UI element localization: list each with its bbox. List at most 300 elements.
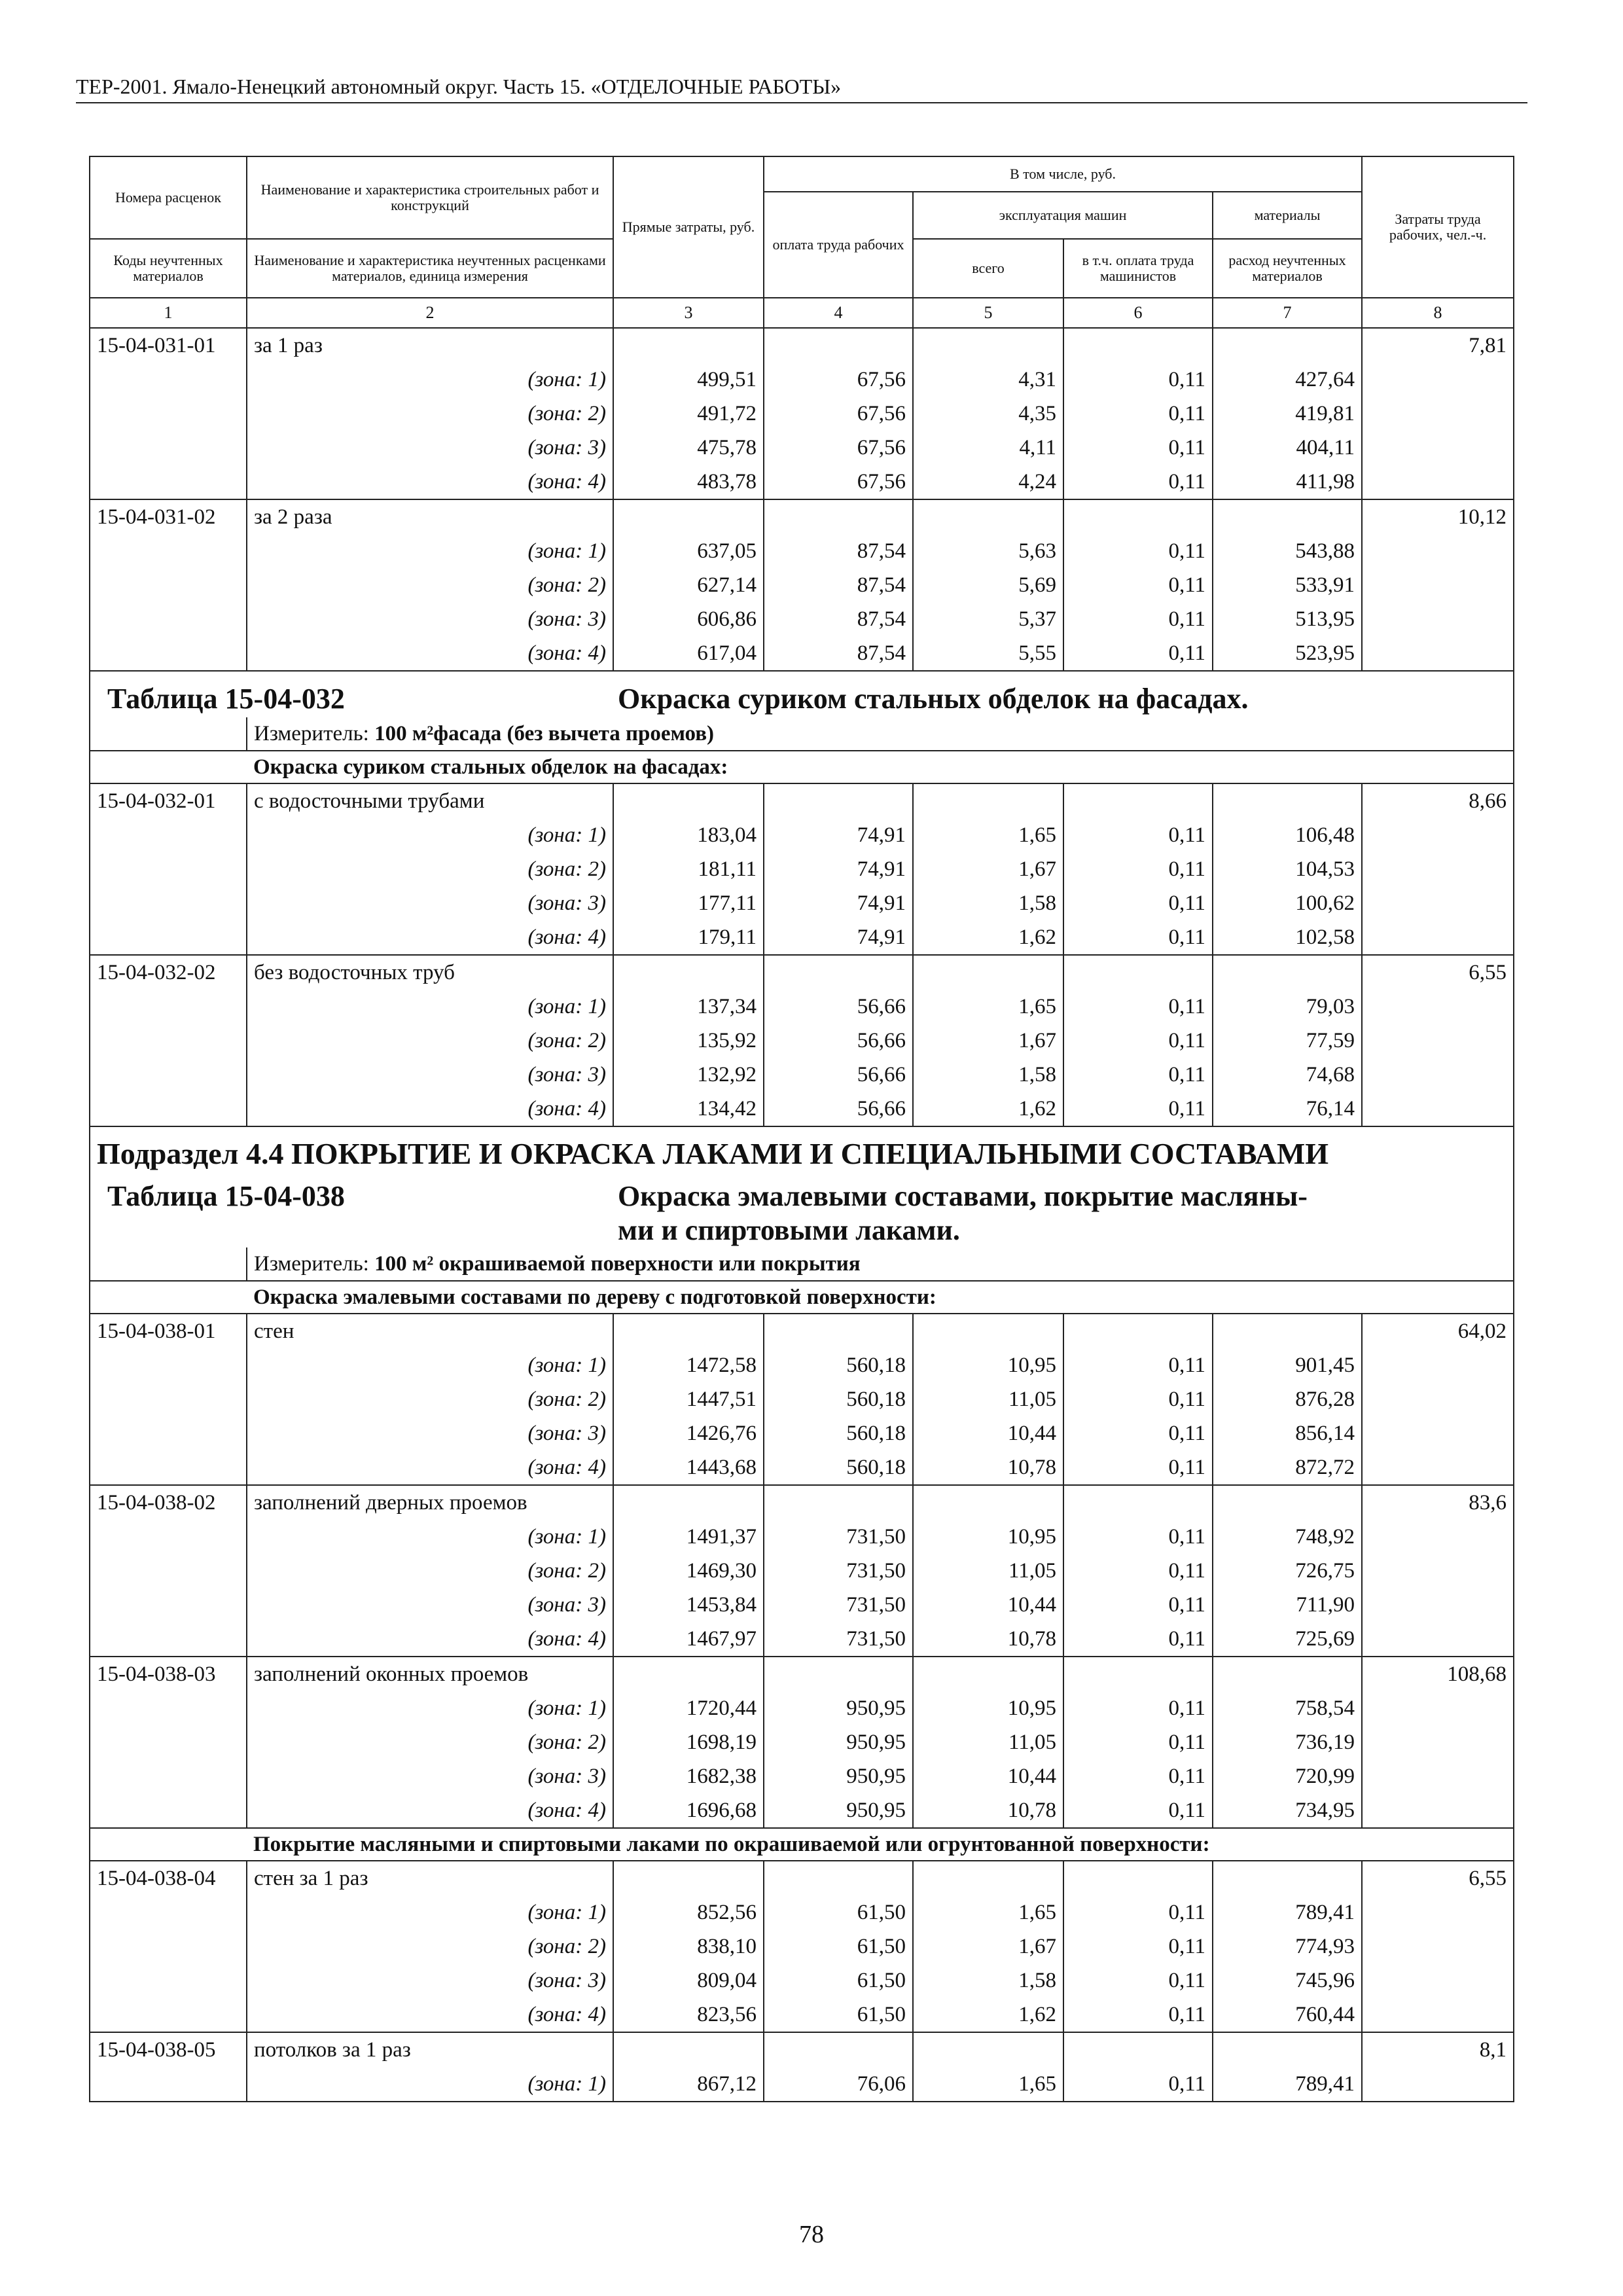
empty-cell [90,568,247,602]
materials-cost: 748,92 [1213,1520,1362,1554]
rates-group-038-lacquer [90,1861,1514,2102]
section-title: Подраздел 4.4 ПОКРЫТИЕ И ОКРАСКА ЛАКАМИ И СПЕЦИАЛЬНЫМИ СОСТАВАМИ [90,1126,1514,1179]
operator-wages: 0,11 [1063,1793,1213,1828]
zone-label: (зона: 4) [247,1998,613,2032]
materials-cost: 726,75 [1213,1554,1362,1588]
col-header-codes: Номера расценок [90,156,247,239]
machines-total: 5,63 [913,534,1063,568]
zone-label: (зона: 4) [247,1622,613,1657]
table-head [90,156,1514,328]
rate-code: 15-04-031-01 [90,328,247,363]
operator-wages: 0,11 [1063,363,1213,397]
machines-total: 10,78 [913,1622,1063,1657]
direct-costs: 1447,51 [613,1382,764,1416]
empty-cell [764,783,913,818]
zone-label: (зона: 2) [247,1024,613,1058]
col-number: 6 [1063,298,1213,328]
materials-cost: 901,45 [1213,1348,1362,1382]
col-header-operator-wages: в т.ч. оплата труда машинистов [1063,239,1213,298]
rate-name: потолков за 1 раз [247,2032,613,2067]
empty-cell [913,1861,1063,1895]
empty-cell [1362,1759,1514,1793]
worker-wages: 76,06 [764,2067,913,2102]
empty-cell [90,1092,247,1126]
operator-wages: 0,11 [1063,886,1213,920]
zone-label: (зона: 3) [247,1759,613,1793]
materials-cost: 725,69 [1213,1622,1362,1657]
empty-cell [1362,568,1514,602]
rate-code: 15-04-032-02 [90,955,247,990]
zone-label: (зона: 2) [247,568,613,602]
worker-wages: 74,91 [764,886,913,920]
operator-wages: 0,11 [1063,1092,1213,1126]
direct-costs: 179,11 [613,920,764,955]
materials-cost: 745,96 [1213,1964,1362,1998]
col-number: 4 [764,298,913,328]
zone-label: (зона: 2) [247,1929,613,1964]
empty-cell [1362,1691,1514,1725]
direct-costs: 483,78 [613,465,764,499]
materials-cost: 77,59 [1213,1024,1362,1058]
empty-cell [1362,1520,1514,1554]
machines-total: 10,78 [913,1793,1063,1828]
meter-value: 100 м²фасада (без вычета проемов) [374,721,715,745]
worker-wages: 56,66 [764,1092,913,1126]
worker-wages: 731,50 [764,1554,913,1588]
operator-wages: 0,11 [1063,1416,1213,1450]
direct-costs: 606,86 [613,602,764,636]
direct-costs: 137,34 [613,990,764,1024]
group-heading: Окраска эмалевыми составами по дереву с подготовкой поверхности: [247,1281,1514,1314]
zone-row [90,1588,1514,1622]
empty-cell [1362,465,1514,499]
table-title: Окраска суриком стальных обделок на фасадах. [618,683,1249,715]
operator-wages: 0,11 [1063,1759,1213,1793]
zone-label: (зона: 3) [247,1416,613,1450]
empty-cell [1362,852,1514,886]
empty-cell [90,1416,247,1450]
direct-costs: 1472,58 [613,1348,764,1382]
empty-cell [1362,1382,1514,1416]
col-number: 5 [913,298,1063,328]
zone-row [90,431,1514,465]
worker-wages: 731,50 [764,1622,913,1657]
empty-cell [1362,2067,1514,2102]
machines-total: 1,67 [913,852,1063,886]
group-heading: Окраска суриком стальных обделок на фасадах: [247,751,1514,783]
empty-cell [913,783,1063,818]
labor-cost: 6,55 [1362,955,1514,990]
materials-cost: 758,54 [1213,1691,1362,1725]
col-header-direct-costs: Прямые затраты, руб. [613,156,764,298]
materials-cost: 76,14 [1213,1092,1362,1126]
rates-group-038-enamel [90,1314,1514,1828]
zone-row [90,1520,1514,1554]
col-header-labor: Затраты труда рабочих, чел.-ч. [1362,156,1514,298]
empty-cell [1063,955,1213,990]
zone-label: (зона: 2) [247,1382,613,1416]
rate-row [90,955,1514,990]
zone-label: (зона: 3) [247,1588,613,1622]
rate-row [90,499,1514,534]
zone-label: (зона: 1) [247,1691,613,1725]
operator-wages: 0,11 [1063,1588,1213,1622]
table-title-line2: ми и спиртовыми лаками. [618,1214,960,1246]
empty-cell [913,955,1063,990]
empty-cell [1213,1861,1362,1895]
machines-total: 11,05 [913,1382,1063,1416]
worker-wages: 61,50 [764,1895,913,1929]
direct-costs: 1698,19 [613,1725,764,1759]
zone-row [90,397,1514,431]
empty-cell [764,1485,913,1520]
table-number: Таблица 15-04-032 [107,683,345,715]
materials-cost: 711,90 [1213,1588,1362,1622]
zone-label: (зона: 4) [247,465,613,499]
materials-cost: 100,62 [1213,886,1362,920]
zone-label: (зона: 1) [247,1520,613,1554]
empty-cell [1063,1657,1213,1691]
empty-cell [613,783,764,818]
rate-row [90,1861,1514,1895]
zone-label: (зона: 1) [247,363,613,397]
worker-wages: 87,54 [764,568,913,602]
empty-cell [90,1348,247,1382]
empty-cell [913,499,1063,534]
direct-costs: 1682,38 [613,1759,764,1793]
direct-costs: 1467,97 [613,1622,764,1657]
empty-cell [1362,636,1514,671]
group-heading: Покрытие масляными и спиртовыми лаками по окрашиваемой или огрунтованной поверхности: [247,1828,1514,1861]
col-header-material-codes: Коды неучтенных материалов [90,239,247,298]
rate-row [90,1657,1514,1691]
materials-cost: 789,41 [1213,1895,1362,1929]
rate-name: за 1 раз [247,328,613,363]
direct-costs: 132,92 [613,1058,764,1092]
worker-wages: 67,56 [764,431,913,465]
empty-cell [90,1964,247,1998]
materials-cost: 736,19 [1213,1725,1362,1759]
machines-total: 4,24 [913,465,1063,499]
direct-costs: 134,42 [613,1092,764,1126]
direct-costs: 867,12 [613,2067,764,2102]
direct-costs: 1469,30 [613,1554,764,1588]
worker-wages: 87,54 [764,636,913,671]
col-number: 7 [1213,298,1362,328]
table-032-title [90,671,1514,783]
empty-cell [90,1520,247,1554]
empty-cell [1213,783,1362,818]
worker-wages: 731,50 [764,1520,913,1554]
machines-total: 1,65 [913,990,1063,1024]
zone-label: (зона: 4) [247,1092,613,1126]
worker-wages: 950,95 [764,1759,913,1793]
operator-wages: 0,11 [1063,818,1213,852]
rates-group-032 [90,783,1514,1126]
machines-total: 1,65 [913,1895,1063,1929]
labor-cost: 8,66 [1362,783,1514,818]
col-header-materials: материалы [1213,192,1362,239]
empty-cell [90,852,247,886]
machines-total: 1,62 [913,1998,1063,2032]
direct-costs: 181,11 [613,852,764,886]
worker-wages: 74,91 [764,920,913,955]
empty-cell [90,1622,247,1657]
empty-cell [90,886,247,920]
empty-cell [90,1588,247,1622]
machines-total: 10,95 [913,1348,1063,1382]
direct-costs: 491,72 [613,397,764,431]
zone-label: (зона: 2) [247,852,613,886]
empty-cell [90,1929,247,1964]
zone-row [90,602,1514,636]
operator-wages: 0,11 [1063,1554,1213,1588]
zone-row [90,1024,1514,1058]
worker-wages: 560,18 [764,1450,913,1485]
worker-wages: 56,66 [764,1024,913,1058]
operator-wages: 0,11 [1063,1964,1213,1998]
operator-wages: 0,11 [1063,1998,1213,2032]
zone-row [90,568,1514,602]
empty-cell [1362,1929,1514,1964]
empty-cell [90,1759,247,1793]
col-number: 2 [247,298,613,328]
empty-cell [1063,783,1213,818]
empty-cell [913,1657,1063,1691]
empty-cell [1362,1998,1514,2032]
empty-cell [764,1314,913,1348]
worker-wages: 61,50 [764,1964,913,1998]
empty-cell [613,328,764,363]
zone-row [90,818,1514,852]
empty-cell [1362,602,1514,636]
operator-wages: 0,11 [1063,1929,1213,1964]
empty-cell [1213,1314,1362,1348]
direct-costs: 1720,44 [613,1691,764,1725]
empty-cell [90,1382,247,1416]
empty-cell [90,363,247,397]
col-number: 3 [613,298,764,328]
zone-row [90,1622,1514,1657]
zone-row [90,1964,1514,1998]
empty-cell [1362,886,1514,920]
group-heading-lacquer [90,1828,1514,1861]
materials-cost: 74,68 [1213,1058,1362,1092]
operator-wages: 0,11 [1063,2067,1213,2102]
direct-costs: 499,51 [613,363,764,397]
zone-row [90,852,1514,886]
rate-row [90,1314,1514,1348]
worker-wages: 61,50 [764,1929,913,1964]
rate-name: с водосточными трубами [247,783,613,818]
rate-row [90,1485,1514,1520]
direct-costs: 1443,68 [613,1450,764,1485]
zone-label: (зона: 3) [247,1964,613,1998]
zone-row [90,363,1514,397]
zone-label: (зона: 2) [247,1725,613,1759]
zone-row [90,465,1514,499]
rate-name: заполнений дверных проемов [247,1485,613,1520]
rate-row [90,2032,1514,2067]
direct-costs: 135,92 [613,1024,764,1058]
direct-costs: 1453,84 [613,1588,764,1622]
operator-wages: 0,11 [1063,397,1213,431]
empty-cell [764,1657,913,1691]
machines-total: 1,58 [913,886,1063,920]
empty-cell [764,499,913,534]
empty-cell [613,955,764,990]
rate-name: стен за 1 раз [247,1861,613,1895]
page-number: 78 [799,2221,824,2248]
labor-cost: 83,6 [1362,1485,1514,1520]
col-header-machines-total: всего [913,239,1063,298]
empty-cell [1362,1058,1514,1092]
empty-cell [90,534,247,568]
direct-costs: 852,56 [613,1895,764,1929]
zone-row [90,1759,1514,1793]
empty-cell [90,1998,247,2032]
empty-cell [90,1691,247,1725]
materials-cost: 760,44 [1213,1998,1362,2032]
materials-cost: 523,95 [1213,636,1362,671]
direct-costs: 617,04 [613,636,764,671]
worker-wages: 950,95 [764,1793,913,1828]
empty-cell [1362,534,1514,568]
operator-wages: 0,11 [1063,534,1213,568]
zone-label: (зона: 1) [247,1348,613,1382]
zone-label: (зона: 3) [247,1058,613,1092]
worker-wages: 67,56 [764,465,913,499]
worker-wages: 74,91 [764,852,913,886]
zone-row [90,920,1514,955]
empty-cell [1063,1314,1213,1348]
machines-total: 1,62 [913,920,1063,955]
rate-code: 15-04-031-02 [90,499,247,534]
direct-costs: 177,11 [613,886,764,920]
machines-total: 11,05 [913,1554,1063,1588]
worker-wages: 67,56 [764,363,913,397]
materials-cost: 411,98 [1213,465,1362,499]
empty-cell [1063,499,1213,534]
labor-cost: 8,1 [1362,2032,1514,2067]
machines-total: 10,44 [913,1759,1063,1793]
direct-costs: 1491,37 [613,1520,764,1554]
machines-total: 1,58 [913,1964,1063,1998]
worker-wages: 950,95 [764,1725,913,1759]
direct-costs: 183,04 [613,818,764,852]
direct-costs: 809,04 [613,1964,764,1998]
rate-code: 15-04-038-01 [90,1314,247,1348]
zone-row [90,1793,1514,1828]
worker-wages: 87,54 [764,534,913,568]
empty-cell [90,1450,247,1485]
machines-total: 1,65 [913,818,1063,852]
zone-label: (зона: 3) [247,602,613,636]
meter-value: 100 м² окрашиваемой поверхности или покрытия [374,1251,861,1276]
zone-label: (зона: 4) [247,1450,613,1485]
zone-row [90,1382,1514,1416]
operator-wages: 0,11 [1063,920,1213,955]
operator-wages: 0,11 [1063,465,1213,499]
machines-total: 1,67 [913,1929,1063,1964]
zone-label: (зона: 1) [247,990,613,1024]
rate-name: стен [247,1314,613,1348]
labor-cost: 64,02 [1362,1314,1514,1348]
empty-cell [90,1024,247,1058]
materials-cost: 876,28 [1213,1382,1362,1416]
col-number: 1 [90,298,247,328]
page-header: ТЕР-2001. Ямало-Ненецкий автономный округ. Часть 15. «ОТДЕЛОЧНЫЕ РАБОТЫ» [76,73,1527,103]
materials-cost: 419,81 [1213,397,1362,431]
operator-wages: 0,11 [1063,1058,1213,1092]
empty-cell [1362,1092,1514,1126]
machines-total: 10,95 [913,1520,1063,1554]
direct-costs: 637,05 [613,534,764,568]
rate-row [90,328,1514,363]
worker-wages: 560,18 [764,1382,913,1416]
zone-label: (зона: 1) [247,534,613,568]
operator-wages: 0,11 [1063,1348,1213,1382]
operator-wages: 0,11 [1063,636,1213,671]
direct-costs: 1696,68 [613,1793,764,1828]
zone-label: (зона: 4) [247,920,613,955]
empty-cell [90,1793,247,1828]
empty-cell [1063,328,1213,363]
labor-cost: 6,55 [1362,1861,1514,1895]
worker-wages: 560,18 [764,1416,913,1450]
col-header-including: В том числе, руб. [764,156,1362,192]
machines-total: 10,95 [913,1691,1063,1725]
materials-cost: 543,88 [1213,534,1362,568]
machines-total: 4,35 [913,397,1063,431]
worker-wages: 56,66 [764,990,913,1024]
rate-name: за 2 раза [247,499,613,534]
machines-total: 1,62 [913,1092,1063,1126]
zone-row [90,1691,1514,1725]
empty-cell [1362,1895,1514,1929]
empty-cell [1362,1348,1514,1382]
empty-cell [1362,1024,1514,1058]
empty-cell [90,1554,247,1588]
direct-costs: 823,56 [613,1998,764,2032]
col-header-unaccounted-materials: расход неучтенных материалов [1213,239,1362,298]
empty-cell [764,328,913,363]
empty-cell [913,2032,1063,2067]
worker-wages: 560,18 [764,1348,913,1382]
rate-code: 15-04-038-05 [90,2032,247,2067]
zone-row [90,1092,1514,1126]
zone-row [90,1554,1514,1588]
empty-cell [913,1485,1063,1520]
table-title-line1: Окраска эмалевыми составами, покрытие масляны- [618,1180,1308,1212]
rate-name: заполнений оконных проемов [247,1657,613,1691]
zone-row [90,1998,1514,2032]
materials-cost: 427,64 [1213,363,1362,397]
col-header-machines: эксплуатация машин [913,192,1213,239]
worker-wages: 731,50 [764,1588,913,1622]
zone-row [90,1725,1514,1759]
machines-total: 4,31 [913,363,1063,397]
machines-total: 5,37 [913,602,1063,636]
worker-wages: 67,56 [764,397,913,431]
machines-total: 1,58 [913,1058,1063,1092]
machines-total: 11,05 [913,1725,1063,1759]
rate-code: 15-04-038-02 [90,1485,247,1520]
empty-cell [913,1314,1063,1348]
empty-cell [90,920,247,955]
labor-cost: 7,81 [1362,328,1514,363]
operator-wages: 0,11 [1063,1725,1213,1759]
